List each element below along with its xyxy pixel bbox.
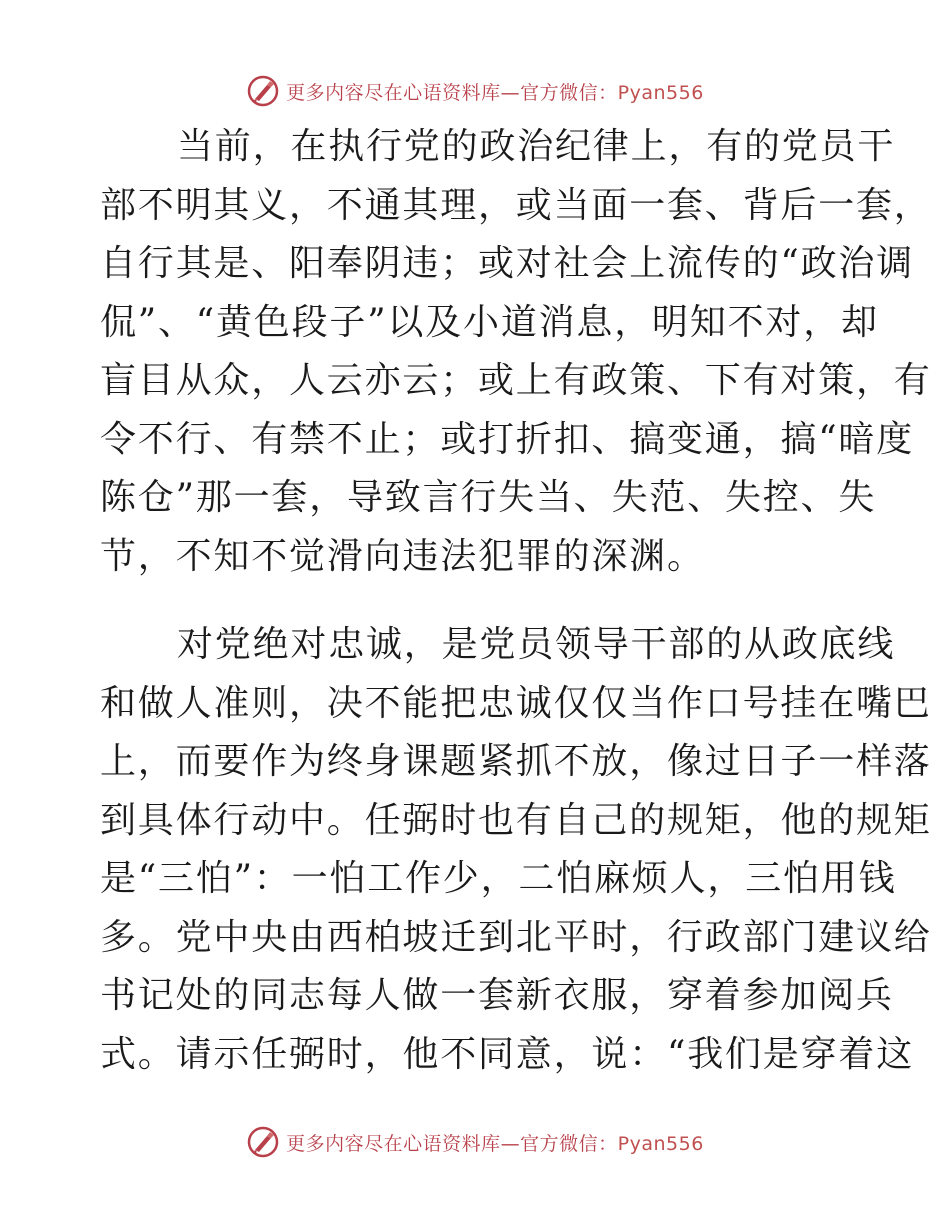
watermark-text: 更多内容尽在心语资料库—官方微信：Pyan556 bbox=[286, 81, 704, 104]
text-line: 上，而要作为终身课题紧抓不放，像过日子一样落 bbox=[100, 741, 932, 782]
text-line: 当前，在执行党的政治纪律上，有的党员干 bbox=[177, 126, 896, 167]
document-body bbox=[100, 118, 932, 1084]
text-line: 侃”、“黄色段子”以及小道消息，明知不对，却 bbox=[100, 301, 879, 343]
text-line: 多。党中央由西柏坡迁到北平时，行政部门建议给 bbox=[100, 916, 932, 958]
text-line: 式。请示任弼时，他不同意，说：“我们是穿着这 bbox=[100, 1033, 915, 1075]
text-line: 盲目从众，人云亦云；或上有政策、下有对策，有 bbox=[100, 360, 932, 401]
text-line: 节，不知不觉滑向违法犯罪的深渊。 bbox=[100, 535, 705, 577]
header-watermark bbox=[0, 71, 950, 111]
text-line: 是“三怕”：一怕工作少，二怕麻烦人，三怕用钱 bbox=[100, 858, 897, 899]
text-line: 书记处的同志每人做一套新衣服，穿着参加阅兵 bbox=[100, 975, 894, 1016]
text-line: 部不明其义，不通其理，或当面一套、背后一套， bbox=[100, 184, 932, 226]
text-line: 对党绝对忠诚，是党员领导干部的从政底线 bbox=[177, 624, 896, 665]
text-line: 陈仓”那一套，导致言行失当、失范、失控、失 bbox=[100, 477, 877, 518]
pen-nib-circle-icon bbox=[246, 1125, 280, 1159]
paragraph bbox=[100, 118, 932, 586]
text-line: 自行其是、阳奉阴违；或对社会上流传的“政治调 bbox=[100, 243, 915, 284]
watermark-wechat-id: Pyan556 bbox=[617, 81, 704, 104]
paragraph bbox=[100, 616, 932, 1084]
watermark-text: 更多内容尽在心语资料库—官方微信：Pyan556 bbox=[286, 1132, 704, 1155]
text-line: 到具体行动中。任弼时也有自己的规矩，他的规矩 bbox=[100, 799, 932, 841]
text-line: 和做人准则，决不能把忠诚仅仅当作口号挂在嘴巴 bbox=[100, 682, 932, 724]
paragraph-spacer bbox=[100, 586, 860, 616]
pen-nib-circle-icon bbox=[246, 74, 280, 108]
text-line: 令不行、有禁不止；或打折扣、搞变通，搞“暗度 bbox=[100, 418, 915, 460]
footer-watermark bbox=[0, 1122, 950, 1162]
watermark-wechat-id: Pyan556 bbox=[617, 1132, 704, 1155]
